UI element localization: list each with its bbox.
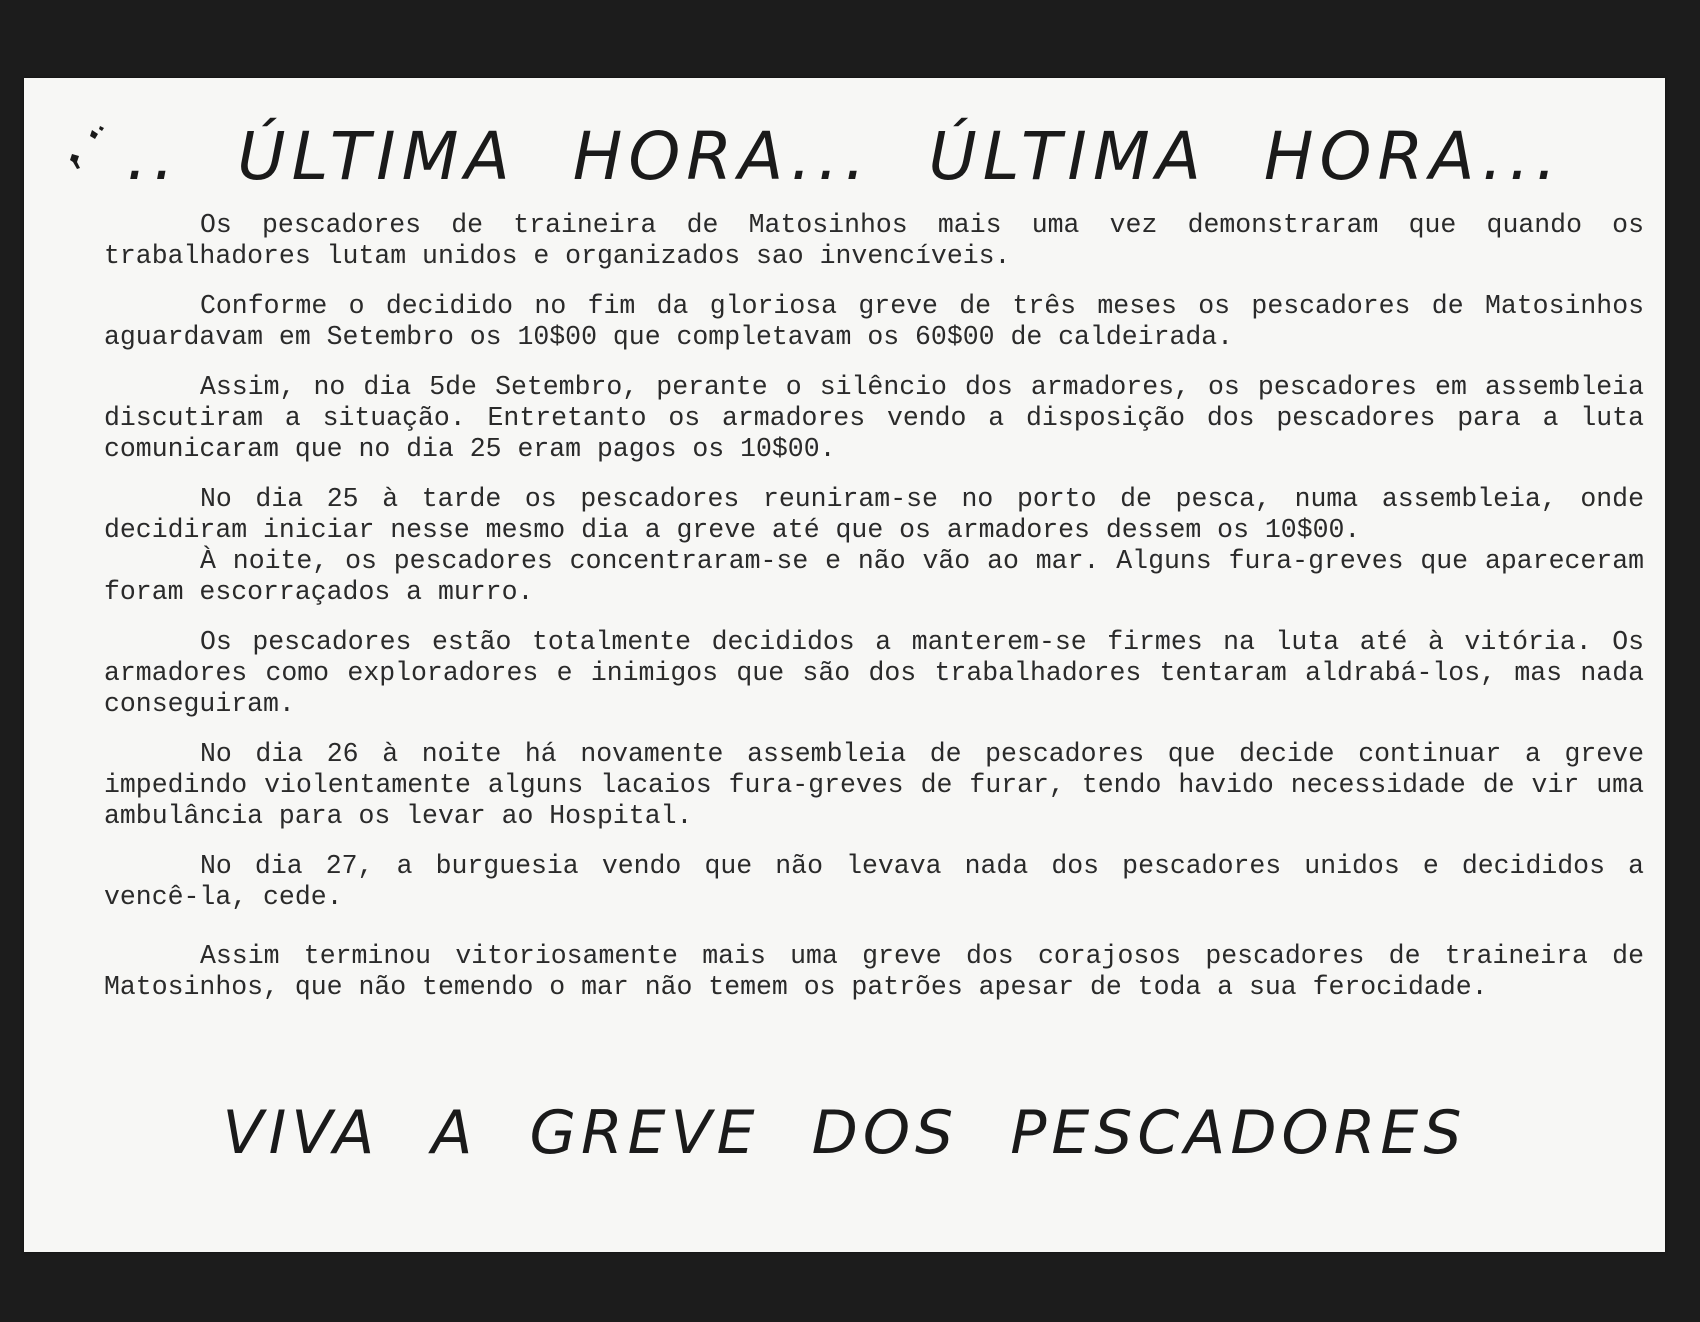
paragraph-assembly-5-september: Assim, no dia 5de Setembro, perante o silêncio dos armadores, os pescadores em assembleia discutiram a situação. Entretanto os armadores vendo a disposição dos pescadores para a luta comunicaram que no dia 25 eram pagos os 10$00. [104, 372, 1644, 464]
paragraph-victory-intro: Os pescadores de traineira de Matosinhos mais uma vez demonstraram que quando os trabalhadores lutam unidos e organizados sao invencíveis. [104, 210, 1644, 271]
page-title: .. ÚLTIMA HORA... ÚLTIMA HORA... [126, 118, 1563, 195]
paragraph-strike-decision: No dia 25 à tarde os pescadores reuniram-se no porto de pesca, numa assembleia, onde decidiram iniciar nesse mesmo dia a greve até que os armadores dessem os 10$00. [104, 484, 1644, 545]
closing-slogan: VIVA A GREVE DOS PESCADORES [222, 1098, 1467, 1168]
paragraph-day-27: No dia 27, a burguesia vendo que não levava nada dos pescadores unidos e decididos a vencê-la, cede. [104, 851, 1644, 912]
paragraph-determination: Os pescadores estão totalmente decididos a manterem-se firmes na luta até à vitória. Os armadores como exploradores e inimigos que são dos trabalhadores tentaram aldrabá-los, mas nada conseguiram. [104, 627, 1644, 719]
paragraph-caldeirada: Conforme o decidido no fim da gloriosa greve de três meses os pescadores de Matosinhos aguardavam em Setembro os 10$00 que completavam os 60$00 de caldeirada. [104, 291, 1644, 352]
paragraph-night-gathering: À noite, os pescadores concentraram-se e não vão ao mar. Alguns fura-greves que apareceram foram escorraçados a murro. [104, 546, 1644, 607]
paragraph-conclusion: Assim terminou vitoriosamente mais uma greve dos corajosos pescadores de traineira de Matosinhos, que não temendo o mar não temem os patrões apesar de toda a sua ferocidade. [104, 941, 1644, 1002]
paragraph-day-26: No dia 26 à noite há novamente assembleia de pescadores que decide continuar a greve impedindo violentamente alguns lacaios fura-greves de furar, tendo havido necessidade de vir uma ambulância para os levar ao Hospital. [104, 739, 1644, 831]
leaflet-body [104, 210, 1644, 1022]
leaflet-sheet [24, 78, 1665, 1252]
